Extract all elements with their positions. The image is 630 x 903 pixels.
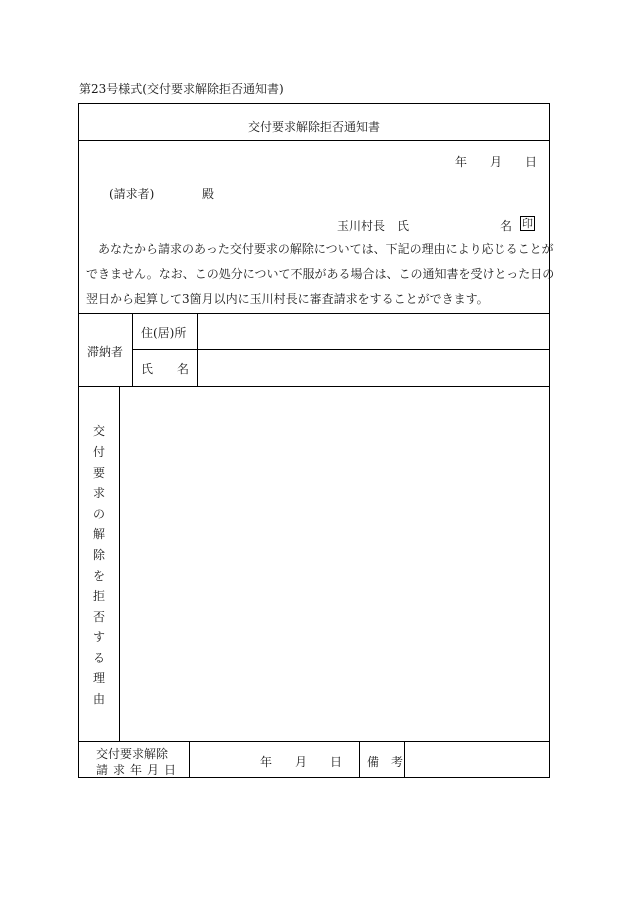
reason-char: の xyxy=(92,506,105,521)
reason-char: 解 xyxy=(92,527,105,542)
footer-day-label: 日 xyxy=(330,755,343,769)
reason-char: る xyxy=(92,650,105,665)
divider xyxy=(359,741,360,777)
notice-body xyxy=(86,237,555,312)
request-date-label-2: 請求年月日 xyxy=(96,763,182,777)
divider xyxy=(404,741,405,777)
seal-stamp: 印 xyxy=(522,217,533,230)
divider xyxy=(79,741,549,742)
requester-label: (請求者) xyxy=(109,187,155,201)
reason-char: 拒 xyxy=(92,589,105,604)
reason-char: 交 xyxy=(92,424,105,439)
date-year-label: 年 xyxy=(455,155,468,169)
reason-char: 除 xyxy=(92,547,105,562)
reason-label xyxy=(79,386,119,741)
footer-month-label: 月 xyxy=(295,755,308,769)
reason-char: を xyxy=(92,568,105,583)
date-day-label: 日 xyxy=(525,155,538,169)
delinquent-label: 滞納者 xyxy=(87,345,124,359)
issuer-name-end: 名 xyxy=(500,219,513,233)
divider xyxy=(79,386,549,387)
body-line: できません。なお、この処分について不服がある場合は、この通知書を受けとった日の xyxy=(86,267,555,281)
divider xyxy=(79,313,549,314)
request-date-label-1: 交付要求解除 xyxy=(96,747,169,761)
date-month-label: 月 xyxy=(490,155,503,169)
address-label: 住(居)所 xyxy=(141,326,187,340)
form-number: 第23号様式(交付要求解除拒否通知書) xyxy=(79,82,284,96)
divider xyxy=(132,313,133,386)
divider xyxy=(197,313,198,386)
reason-char: 由 xyxy=(92,692,105,707)
reason-char: 否 xyxy=(92,609,105,624)
requester-honorific: 殿 xyxy=(202,187,215,201)
body-line: 翌日から起算して3箇月以内に玉川村長に審査請求をすることができます。 xyxy=(86,292,489,306)
remarks-label: 備 考 xyxy=(367,755,404,769)
reason-char: す xyxy=(92,630,105,645)
footer-year-label: 年 xyxy=(260,755,273,769)
notice-form xyxy=(78,103,555,778)
name-label: 氏 名 xyxy=(141,362,190,376)
reason-char: 理 xyxy=(92,671,105,686)
reason-char: 求 xyxy=(92,486,105,501)
reason-char: 要 xyxy=(92,465,105,480)
issuer-name: 玉川村長 氏 xyxy=(337,219,410,233)
reason-char: 付 xyxy=(92,444,105,459)
divider xyxy=(119,386,120,741)
divider xyxy=(79,140,549,141)
form-title: 交付要求解除拒否通知書 xyxy=(247,120,380,134)
body-line: あなたから請求のあった交付要求の解除については、下記の理由により応じることが xyxy=(98,242,554,256)
divider xyxy=(189,741,190,777)
divider xyxy=(132,349,549,350)
